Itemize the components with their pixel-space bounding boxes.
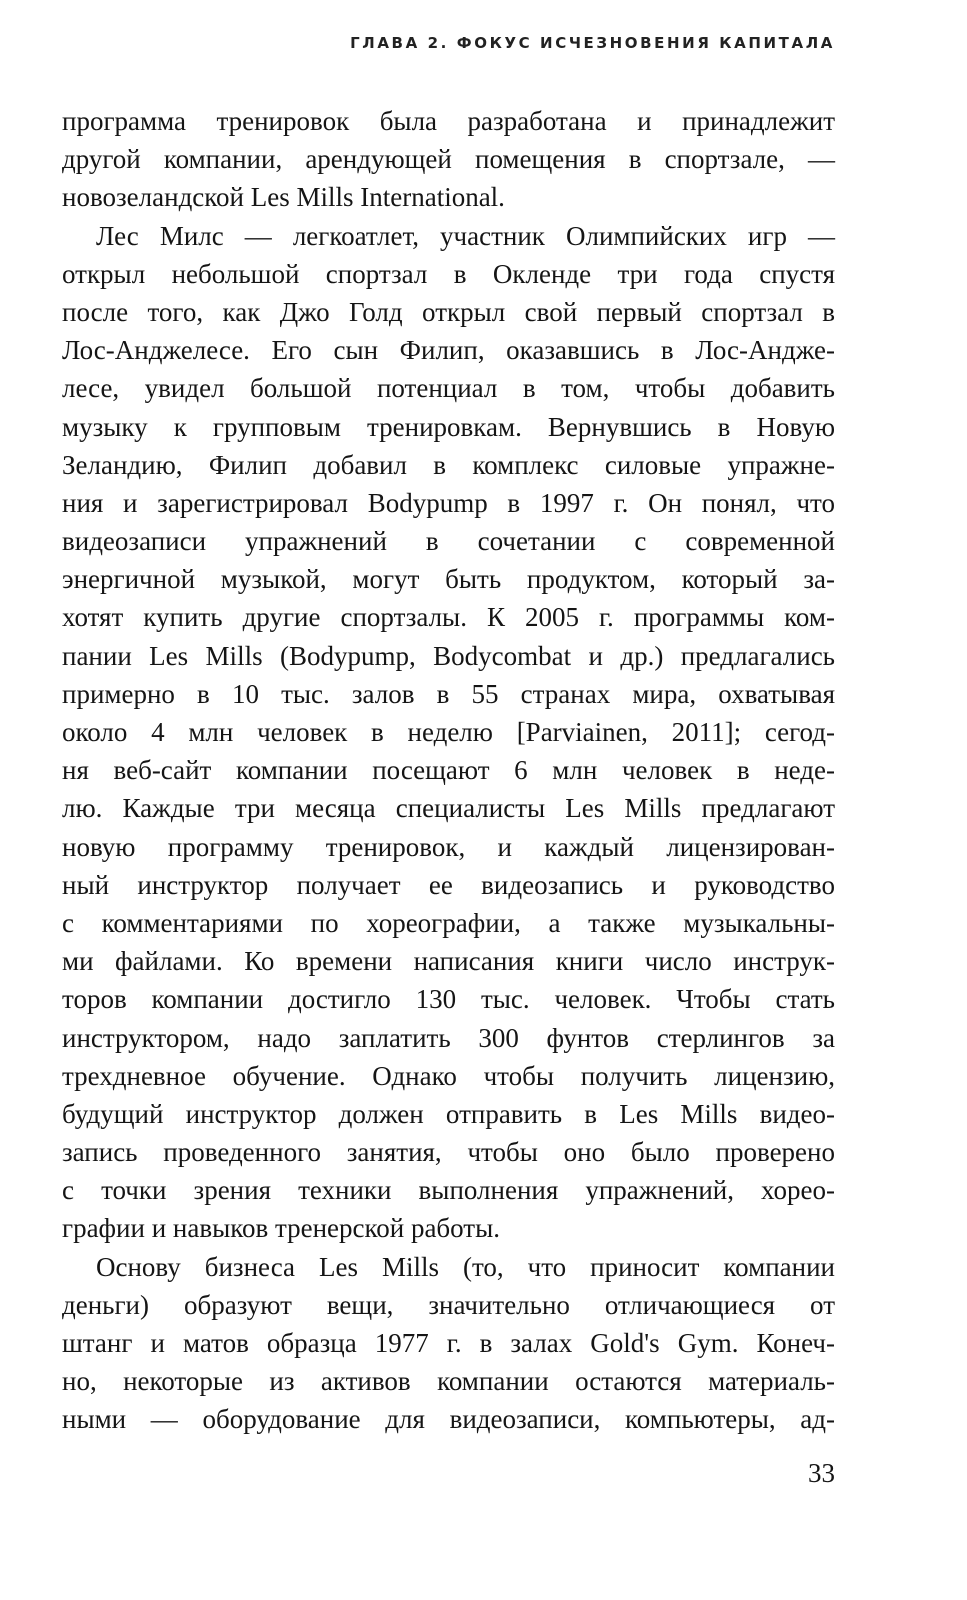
text-line: энергичной музыкой, могут быть продуктом, который за- (62, 564, 835, 595)
paragraph (62, 102, 835, 217)
text-line: пании Les Mills (Bodypump, Bodycombat и др.) предлагались (62, 640, 835, 671)
text-line: инструктором, надо заплатить 300 фунтов стерлингов за (62, 1022, 835, 1053)
body-text (62, 102, 835, 1439)
text-line: программа тренировок была разработана и принадлежит (62, 106, 835, 136)
text-line: открыл небольшой спортзал в Окленде три года спустя (62, 258, 835, 289)
text-line: лю. Каждые три месяца специалисты Les Mills предлагают (62, 793, 835, 824)
text-line: ня веб-сайт компании посещают 6 млн человек в неде- (62, 755, 835, 786)
text-line: новую программу тренировок, и каждый лицензирован- (62, 831, 835, 862)
text-line: деньги) образуют вещи, значительно отличающиеся от (62, 1289, 835, 1320)
text-line: видеозаписи упражнений в сочетании с современной (62, 526, 835, 557)
text-line: лесе, увидел большой потенциал в том, чтобы добавить (62, 373, 835, 404)
text-line: штанг и матов образца 1977 г. в залах Gold's Gym. Конеч- (62, 1328, 835, 1358)
text-line: новозеландской Les Mills International. (62, 182, 505, 213)
text-line: Лес Милс — легкоатлет, участник Олимпийских игр — (96, 220, 835, 251)
text-line: хотят купить другие спортзалы. К 2005 г. программы ком- (62, 602, 835, 633)
running-header: ГЛАВА 2. ФОКУС ИСЧЕЗНОВЕНИЯ КАПИТАЛА (350, 34, 835, 52)
text-line: будущий инструктор должен отправить в Les Mills видео- (62, 1098, 835, 1129)
text-line: графии и навыков тренерской работы. (62, 1213, 500, 1244)
text-line: ния и зарегистрировал Bodypump в 1997 г. Он понял, что (62, 487, 835, 518)
text-line: но, некоторые из активов компании остаются материаль- (62, 1366, 835, 1397)
text-line: с комментариями по хореографии, а также музыкальны- (62, 907, 835, 938)
text-line: Основу бизнеса Les Mills (то, что приносит компании (96, 1251, 835, 1282)
paragraph (62, 1248, 835, 1439)
text-line: ными — оборудование для видеозаписи, компьютеры, ад- (62, 1404, 835, 1435)
page-number: 33 (808, 1458, 835, 1488)
text-line: другой компании, арендующей помещения в спортзале, — (62, 144, 835, 175)
paragraph (62, 217, 835, 1248)
text-line: запись проведенного занятия, чтобы оно было проверено (62, 1137, 835, 1168)
text-line: ми файлами. Ко времени написания книги число инструк- (62, 946, 835, 977)
text-line: Лос-Анджелесе. Его сын Филип, оказавшись в Лос-Андже- (62, 335, 835, 366)
text-line: после того, как Джо Голд открыл свой первый спортзал в (62, 296, 835, 327)
text-line: торов компании достигло 130 тыс. человек. Чтобы стать (62, 984, 835, 1015)
text-line: трехдневное обучение. Однако чтобы получить лицензию, (62, 1060, 835, 1091)
text-line: около 4 млн человек в неделю [Parviainen, 2011]; сегод- (62, 717, 835, 747)
text-line: музыку к групповым тренировкам. Вернувшись в Новую (62, 411, 835, 442)
text-line: ный инструктор получает ее видеозапись и руководство (62, 869, 835, 900)
text-line: с точки зрения техники выполнения упражнений, хорео- (62, 1175, 835, 1206)
text-line: примерно в 10 тыс. залов в 55 странах мира, охватывая (62, 678, 835, 709)
text-line: Зеландию, Филип добавил в комплекс силовые упражне- (62, 449, 835, 480)
